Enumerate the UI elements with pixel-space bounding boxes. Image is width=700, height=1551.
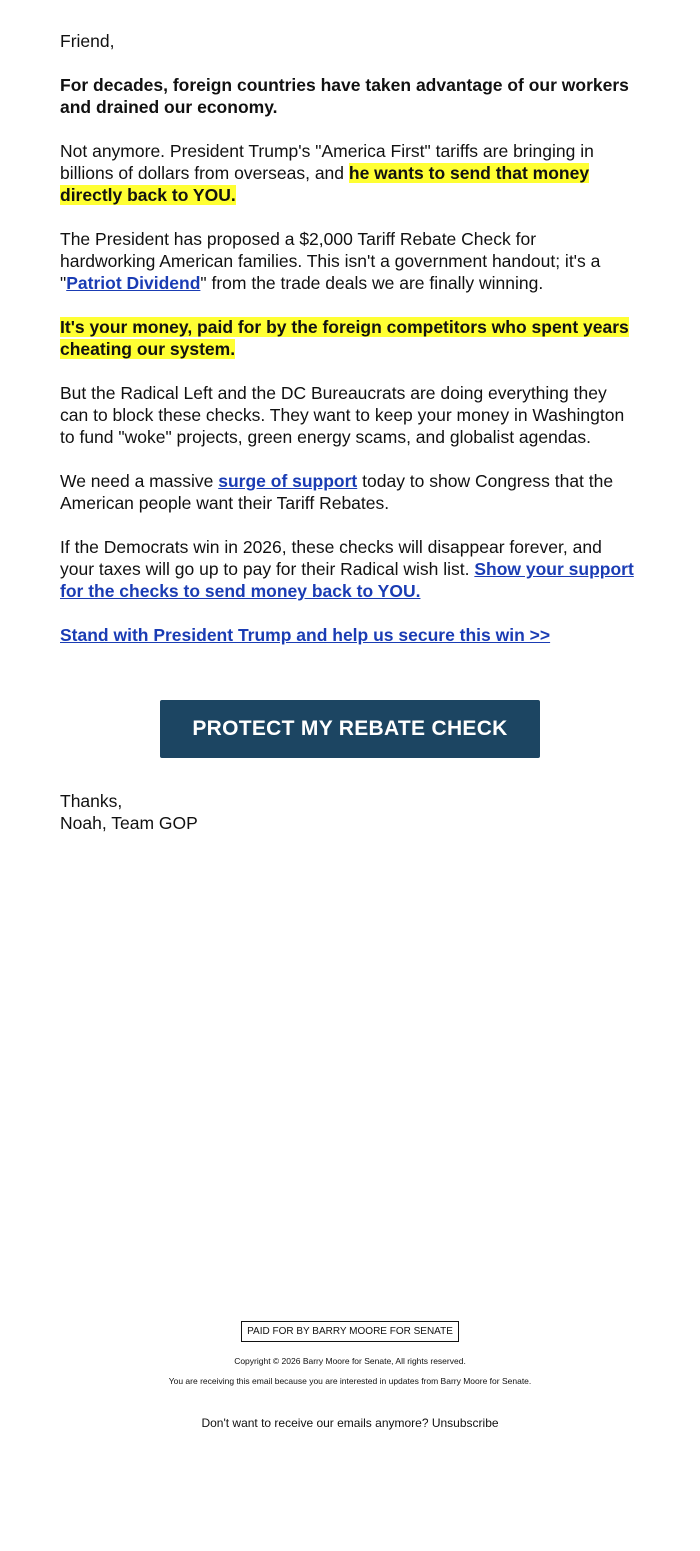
surge-of-support-link[interactable]: surge of support (218, 471, 358, 491)
paragraph-text: The President has proposed a $2,000 Tariff Rebate Check for hardworking American families. This isn't a government handout; it's a " (60, 229, 601, 293)
patriot-dividend-link[interactable]: Patriot Dividend (66, 273, 201, 293)
greeting: Friend, (60, 31, 115, 51)
paragraph-your-money (60, 316, 635, 360)
signoff-name: Noah, Team GOP (60, 813, 198, 833)
paragraph-text: " from the trade deals we are finally winning. (200, 273, 544, 293)
unsubscribe-prompt: Don't want to receive our emails anymore? (201, 1416, 432, 1430)
signoff-thanks: Thanks, (60, 791, 123, 811)
show-support-link[interactable]: Show your support for the checks to send money back to YOU. (60, 559, 634, 601)
paragraph-democrats (60, 536, 635, 602)
paragraph-radical-left: But the Radical Left and the DC Bureaucrats are doing everything they can to block these checks. They want to keep your money in Washington to fund "woke" projects, green energy scams, and globalist agendas. (60, 383, 625, 447)
signoff (60, 790, 198, 834)
highlighted-text: he wants to send that money directly back to YOU. (60, 163, 590, 205)
paragraph-text: today to show Congress that the American people want their Tariff Rebates. (60, 471, 614, 513)
email-body (60, 30, 635, 668)
copyright-text: Copyright © 2026 Barry Moore for Senate, All rights reserved. (234, 1356, 466, 1366)
paragraph-text: We need a massive (60, 471, 219, 491)
paid-for-disclaimer: PAID FOR BY BARRY MOORE FOR SENATE (241, 1321, 459, 1342)
unsubscribe-line (0, 1416, 700, 1431)
paragraph-stand-with (60, 624, 635, 646)
protect-rebate-check-button[interactable]: PROTECT MY REBATE CHECK (160, 700, 540, 758)
paragraph-rebate-proposal (60, 228, 635, 294)
paragraph-text: Not anymore. President Trump's "America First" tariffs are bringing in billions of dollars from overseas, and (60, 141, 594, 183)
paragraph-text: If the Democrats win in 2026, these checks will disappear forever, and your taxes will go up to pay for their Radical wish list. (60, 537, 602, 579)
email-footer (0, 1321, 700, 1431)
subscription-notice: You are receiving this email because you are interested in updates from Barry Moore for Senate. (168, 1376, 532, 1386)
highlighted-text: It's your money, paid for by the foreign competitors who spent years cheating our system. (60, 317, 629, 359)
paragraph-not-anymore (60, 140, 635, 206)
stand-with-trump-link[interactable]: Stand with President Trump and help us secure this win >> (60, 625, 551, 645)
intro-paragraph: For decades, foreign countries have taken advantage of our workers and drained our economy. (60, 75, 629, 117)
unsubscribe-link[interactable]: Unsubscribe (431, 1416, 499, 1430)
paragraph-surge (60, 470, 635, 514)
cta-container (0, 700, 700, 758)
